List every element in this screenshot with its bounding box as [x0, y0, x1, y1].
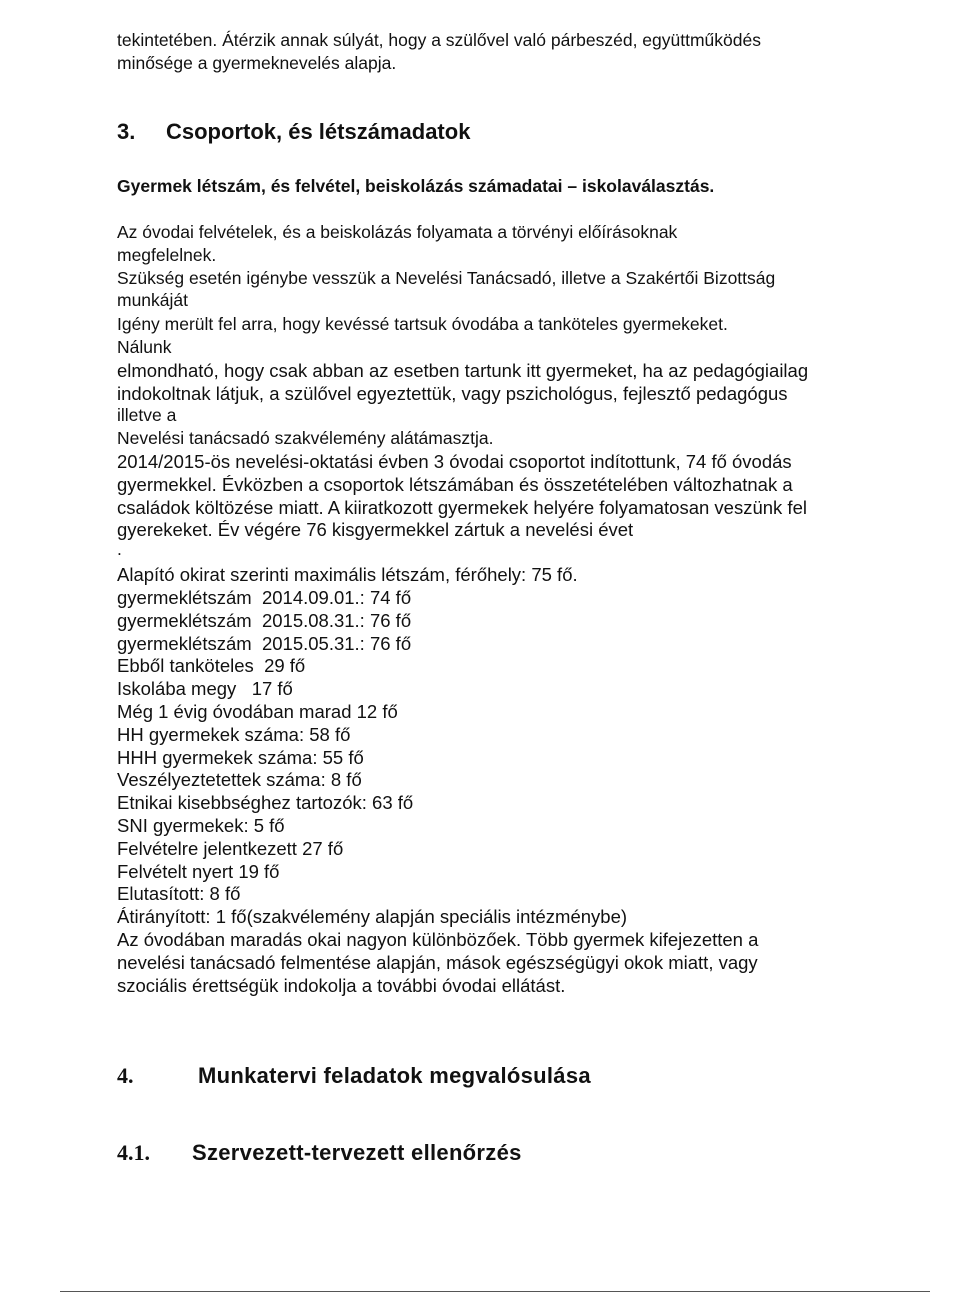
paragraph-2-line: Igény merült fel arra, hogy kevéssé tartsuk óvodába a tanköteles gyermekeket. — [117, 314, 728, 334]
stat-line: Ebből tanköteles 29 fő — [117, 655, 306, 676]
stat-line: Elutasított: 8 fő — [117, 883, 241, 904]
stat-line: SNI gyermekek: 5 fő — [117, 815, 285, 836]
section-4-1-number: 4.1. — [117, 1140, 150, 1165]
paragraph-2-line: 2014/2015-ös nevelési-oktatási évben 3 óvodai csoportot indítottunk, 74 fő óvodás — [117, 451, 792, 472]
paragraph-2-line: Nálunk — [117, 337, 172, 357]
stat-line: Felvételre jelentkezett 27 fő — [117, 838, 344, 859]
paragraph-2-line: családok költözése miatt. A kiiratkozott gyermekek helyére folyamatosan veszünk fel — [117, 497, 807, 518]
section-3-title: Csoportok, és létszámadatok — [166, 119, 471, 144]
bottom-rule — [60, 1291, 930, 1292]
paragraph-2-line: gyermekkel. Évközben a csoportok létszámában és összetételében változhatnak a — [117, 474, 793, 495]
section-4-title: Munkatervi feladatok megvalósulása — [198, 1063, 591, 1088]
intro-line-1: tekintetében. Átérzik annak súlyát, hogy a szülővel való párbeszéd, együttműködés — [117, 30, 761, 50]
section-3-subtitle: Gyermek létszám, és felvétel, beiskolázás számadatai – iskolaválasztás. — [117, 176, 715, 196]
stat-line: gyermeklétszám 2015.08.31.: 76 fő — [117, 610, 412, 631]
stat-line: gyermeklétszám 2014.09.01.: 74 fő — [117, 587, 412, 608]
section-4-number: 4. — [117, 1063, 134, 1088]
stat-line: gyermeklétszám 2015.05.31.: 76 fő — [117, 633, 412, 654]
stat-line: szociális érettségük indokolja a további óvodai ellátást. — [117, 975, 566, 996]
stat-line: Etnikai kisebbséghez tartozók: 63 fő — [117, 792, 414, 813]
stat-line: HHH gyermekek száma: 55 fő — [117, 747, 364, 768]
stat-line: Alapító okirat szerinti maximális létszám, férőhely: 75 fő. — [117, 564, 578, 585]
stray-dot: . — [117, 539, 122, 559]
stat-line: Átirányított: 1 fő(szakvélemény alapján speciális intézménybe) — [117, 906, 628, 927]
section-3-number: 3. — [117, 119, 136, 144]
paragraph-2-line: gyerekeket. Év végére 76 kisgyermekkel zártuk a nevelési évet — [117, 519, 634, 540]
stat-line: Veszélyeztetettek száma: 8 fő — [117, 769, 362, 790]
paragraph-1-line: Az óvodai felvételek, és a beiskolázás folyamata a törvényi előírásoknak — [117, 222, 678, 242]
section-4-1-title: Szervezett-tervezett ellenőrzés — [192, 1140, 522, 1165]
intro-line-2: minősége a gyermeknevelés alapja. — [117, 53, 397, 73]
paragraph-1-line: megfelelnek. — [117, 245, 217, 265]
paragraph-2-line: elmondható, hogy csak abban az esetben tartunk itt gyermeket, ha az pedagógiailag — [117, 360, 809, 381]
stat-line: Még 1 évig óvodában marad 12 fő — [117, 701, 398, 722]
paragraph-1-line: Szükség esetén igénybe vesszük a Nevelési Tanácsadó, illetve a Szakértői Bizottság — [117, 268, 776, 288]
paragraph-2-line: illetve a — [117, 405, 177, 425]
paragraph-1-line: munkáját — [117, 290, 189, 310]
paragraph-2-line: Nevelési tanácsadó szakvélemény alátámasztja. — [117, 428, 494, 448]
stat-line: Iskolába megy 17 fő — [117, 678, 293, 699]
stat-line: nevelési tanácsadó felmentése alapján, mások egészségügyi okok miatt, vagy — [117, 952, 758, 973]
stat-line: Felvételt nyert 19 fő — [117, 861, 280, 882]
stat-line: Az óvodában maradás okai nagyon különbözőek. Több gyermek kifejezetten a — [117, 929, 759, 950]
stat-line: HH gyermekek száma: 58 fő — [117, 724, 351, 745]
paragraph-2-line: indokoltnak látjuk, a szülővel egyeztettük, vagy pszichológus, fejlesztő pedagógus — [117, 383, 788, 404]
